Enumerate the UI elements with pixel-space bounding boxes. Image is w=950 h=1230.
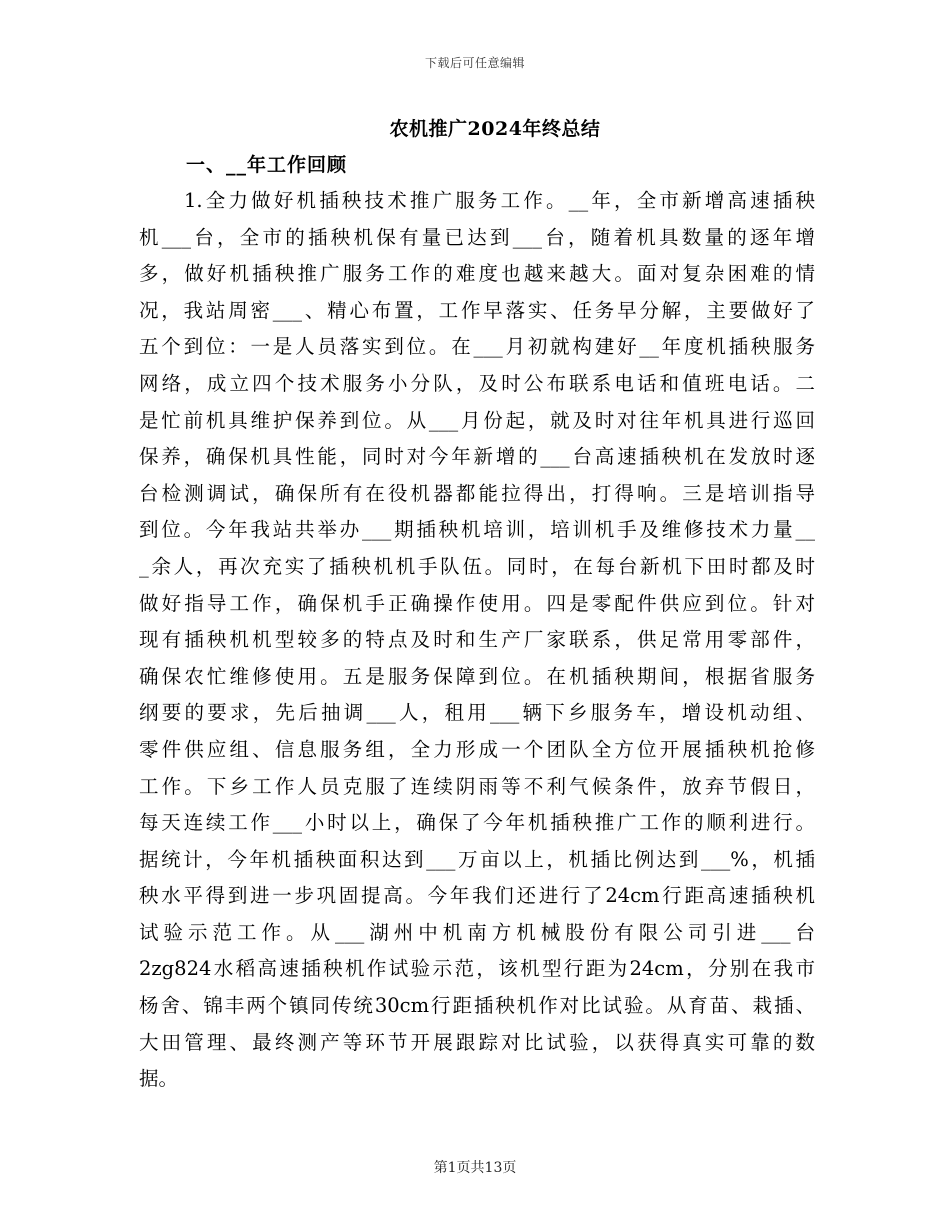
document-title: 农机推广2024年终总结 [389, 118, 601, 140]
text-line: 网络，成立四个技术服务小分队，及时公布联系电话和值班电话。二 [139, 371, 815, 395]
text-line: 零件供应组、信息服务组，全力形成一个团队全方位开展插秧机抢修 [139, 737, 815, 761]
text-line: 是忙前机具维护保养到位。从___月份起，就及时对往年机具进行巡回 [139, 408, 815, 432]
text-line: 确保农忙维修使用。五是服务保障到位。在机插秧期间，根据省服务 [139, 664, 815, 688]
text-line: 大田管理、最终测产等环节开展跟踪对比试验，以获得真实可靠的数 [139, 1030, 815, 1054]
text-line: 现有插秧机机型较多的特点及时和生产厂家联系，供足常用零部件， [139, 628, 815, 652]
text-line: _余人，再次充实了插秧机机手队伍。同时，在每台新机下田时都及时 [139, 554, 815, 578]
text-line: 多，做好机插秧推广服务工作的难度也越来越大。面对复杂困难的情 [139, 262, 815, 286]
text-line: 机___台，全市的插秧机保有量已达到___台，随着机具数量的逐年增 [139, 225, 815, 249]
text-line: 做好指导工作，确保机手正确操作使用。四是零配件供应到位。针对 [139, 591, 815, 615]
text-line: 2zg824水稻高速插秧机作试验示范，该机型行距为24cm，分别在我市 [139, 957, 815, 981]
text-line: 五个到位：一是人员落实到位。在___月初就构建好__年度机插秧服务 [139, 335, 815, 359]
text-line: 试验示范工作。从___湖州中机南方机械股份有限公司引进___台 [139, 920, 815, 944]
text-line: 工作。下乡工作人员克服了连续阴雨等不利气候条件，放弃节假日， [139, 774, 815, 798]
text-line: 保养，确保机具性能，同时对今年新增的___台高速插秧机在发放时逐 [139, 445, 815, 469]
page-header: 下载后可任意编辑 [424, 56, 525, 70]
text-line: 纲要的要求，先后抽调___人，租用___辆下乡服务车，增设机动组、 [139, 701, 815, 725]
text-line: 据。 [139, 1067, 179, 1091]
section-heading: 一、__年工作回顾 [186, 154, 348, 176]
page-footer: 第1页共13页 [433, 1160, 517, 1176]
text-line: 况，我站周密___、精心布置，工作早落实、任务早分解，主要做好了 [139, 298, 815, 322]
body-text [139, 183, 815, 1098]
text-line: 秧水平得到进一步巩固提高。今年我们还进行了24cm行距高速插秧机 [139, 884, 815, 908]
text-line: 据统计，今年机插秧面积达到___万亩以上，机插比例达到___%，机插 [139, 847, 815, 871]
text-line: 每天连续工作___小时以上，确保了今年机插秧推广工作的顺利进行。 [139, 811, 815, 835]
text-line: 台检测调试，确保所有在役机器都能拉得出，打得响。三是培训指导 [139, 481, 815, 505]
text-line: 到位。今年我站共举办___期插秧机培训，培训机手及维修技术力量__ [139, 518, 815, 542]
text-line: 1.全力做好机插秧技术推广服务工作。__年，全市新增高速插秧 [184, 189, 815, 212]
text-line: 杨舍、锦丰两个镇同传统30cm行距插秧机作对比试验。从育苗、栽插、 [139, 994, 815, 1018]
